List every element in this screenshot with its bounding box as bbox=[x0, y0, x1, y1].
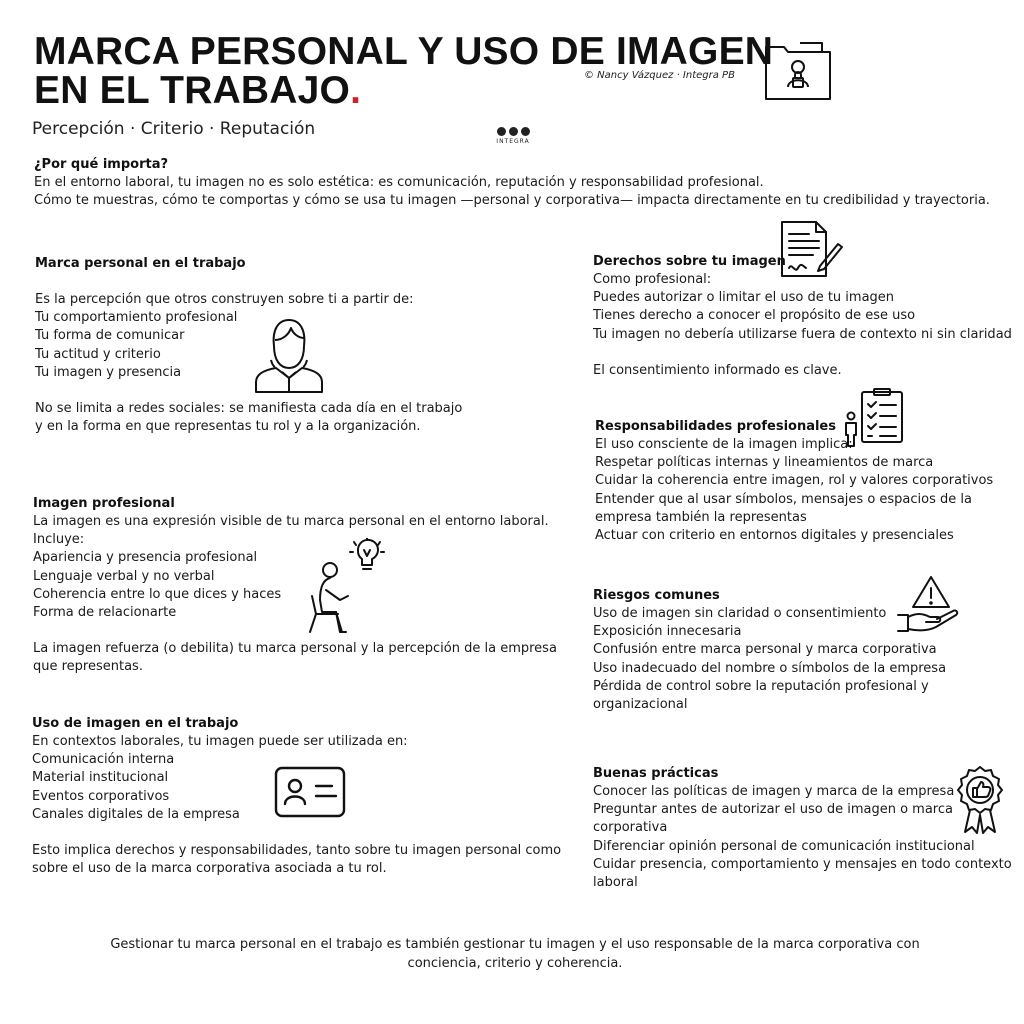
list-item: Tu imagen y presencia bbox=[35, 364, 182, 380]
thumbs-up-badge-icon bbox=[955, 766, 1005, 836]
intro-line: En el entorno laboral, tu imagen no es solo estética: es comunicación, reputación y responsabilidad profesional. bbox=[34, 175, 764, 190]
list-item: laboral bbox=[593, 875, 638, 891]
section-closing: No se limita a redes sociales: se manifiesta cada día en el trabajo bbox=[35, 401, 463, 417]
integra-logo bbox=[488, 127, 538, 145]
list-item: organizacional bbox=[593, 697, 688, 713]
list-item: Lenguaje verbal y no verbal bbox=[33, 568, 215, 584]
intro-heading: ¿Por qué importa? bbox=[34, 157, 169, 172]
section-heading: Marca personal en el trabajo bbox=[35, 256, 246, 271]
section-closing: que representas. bbox=[33, 659, 143, 675]
section-lead: Es la percepción que otros construyen sobre ti a partir de: bbox=[35, 292, 414, 307]
list-item: Canales digitales de la empresa bbox=[32, 806, 240, 822]
logo-wordmark: INTEGRA bbox=[496, 138, 530, 145]
list-item: Preguntar antes de autorizar el uso de imagen o marca bbox=[593, 802, 953, 818]
title-line-2-text: EN EL TRABAJO bbox=[34, 69, 351, 112]
section-lead: La imagen es una expresión visible de tu marca personal en el entorno laboral. bbox=[33, 514, 549, 529]
list-item: Tu imagen no debería utilizarse fuera de contexto ni sin claridad bbox=[593, 326, 1012, 342]
folder-person-icon bbox=[764, 41, 832, 101]
list-item: Diferenciar opinión personal de comunicación institucional bbox=[593, 838, 975, 854]
section-includes: Incluye: bbox=[33, 532, 85, 548]
list-item: Entender que al usar símbolos, mensajes o espacios de la bbox=[595, 491, 972, 507]
intro-section bbox=[34, 156, 994, 210]
list-item: Tu actitud y criterio bbox=[35, 346, 161, 362]
list-item: Pérdida de control sobre la reputación profesional y bbox=[593, 678, 929, 694]
person-portrait-icon bbox=[254, 316, 324, 394]
section-heading: Responsabilidades profesionales bbox=[595, 419, 836, 434]
list-item: Uso de imagen sin claridad o consentimiento bbox=[593, 606, 887, 621]
list-item: Uso inadecuado del nombre o símbolos de la empresa bbox=[593, 660, 947, 676]
list-item: Respetar políticas internas y lineamientos de marca bbox=[595, 455, 934, 471]
list-item: Confusión entre marca personal y marca corporativa bbox=[593, 642, 937, 658]
title-line-1: MARCA PERSONAL Y USO DE IMAGEN bbox=[34, 30, 774, 73]
section-closing: El consentimiento informado es clave. bbox=[593, 362, 842, 378]
checklist-person-icon bbox=[842, 388, 904, 448]
footer-line: Gestionar tu marca personal en el trabajo es también gestionar tu imagen y el uso responsable de la marca corporativa con bbox=[110, 937, 920, 952]
section-buenas-practicas bbox=[593, 765, 1013, 892]
footer-note bbox=[100, 936, 930, 973]
contract-sign-icon bbox=[780, 220, 844, 278]
list-item: Conocer las políticas de imagen y marca de la empresa bbox=[593, 784, 955, 799]
list-item: Cuidar presencia, comportamiento y mensajes en todo contexto bbox=[593, 856, 1012, 872]
section-closing: sobre el uso de la marca corporativa asociada a tu rol. bbox=[32, 861, 387, 877]
list-item: Coherencia entre lo que dices y haces bbox=[33, 586, 282, 602]
list-item: Cuidar la coherencia entre imagen, rol y valores corporativos bbox=[595, 473, 994, 489]
section-heading: Derechos sobre tu imagen bbox=[593, 254, 786, 269]
section-heading: Riesgos comunes bbox=[593, 588, 720, 603]
list-item: Tienes derecho a conocer el propósito de ese uso bbox=[593, 308, 916, 324]
footer-line: conciencia, criterio y coherencia. bbox=[407, 955, 623, 971]
author-credit: © Nancy Vázquez · Integra PB bbox=[584, 70, 735, 81]
title-red-dot: . bbox=[350, 69, 362, 112]
list-item: Actuar con criterio en entornos digitales y presenciales bbox=[595, 528, 954, 544]
section-lead: El uso consciente de la imagen implica: bbox=[595, 437, 853, 452]
list-item: Puedes autorizar o limitar el uso de tu imagen bbox=[593, 290, 895, 306]
section-lead: Como profesional: bbox=[593, 272, 712, 287]
list-item: Apariencia y presencia profesional bbox=[33, 550, 258, 566]
list-item: empresa también la representas bbox=[595, 509, 807, 525]
section-imagen-profesional bbox=[33, 495, 563, 677]
list-item: Forma de relacionarte bbox=[33, 605, 177, 621]
section-heading: Buenas prácticas bbox=[593, 766, 719, 781]
intro-line: Cómo te muestras, cómo te comportas y cómo se usa tu imagen —personal y corporativa— impacta directamente en tu credibilidad y trayectoria. bbox=[34, 193, 990, 209]
id-card-icon bbox=[274, 766, 346, 818]
list-item: Tu forma de comunicar bbox=[35, 328, 185, 344]
section-closing: Esto implica derechos y responsabilidades, tanto sobre tu imagen personal como bbox=[32, 843, 562, 859]
section-closing: La imagen refuerza (o debilita) tu marca personal y la percepción de la empresa bbox=[33, 641, 557, 657]
list-item: Eventos corporativos bbox=[32, 788, 170, 804]
list-item: Exposición innecesaria bbox=[593, 624, 742, 640]
section-responsabilidades bbox=[595, 418, 1015, 545]
logo-dots bbox=[488, 127, 538, 136]
seated-person-idea-icon bbox=[306, 538, 388, 634]
section-lead: En contextos laborales, tu imagen puede ser utilizada en: bbox=[32, 734, 408, 749]
warning-hand-icon bbox=[896, 575, 962, 633]
list-item: Comunicación interna bbox=[32, 752, 175, 768]
list-item: Tu comportamiento profesional bbox=[35, 310, 238, 326]
section-heading: Imagen profesional bbox=[33, 496, 175, 511]
section-heading: Uso de imagen en el trabajo bbox=[32, 716, 239, 731]
page-subtitle: Percepción · Criterio · Reputación bbox=[32, 119, 316, 139]
list-item: corporativa bbox=[593, 820, 668, 836]
section-closing: y en la forma en que representas tu rol y a la organización. bbox=[35, 419, 421, 435]
list-item: Material institucional bbox=[32, 770, 169, 786]
